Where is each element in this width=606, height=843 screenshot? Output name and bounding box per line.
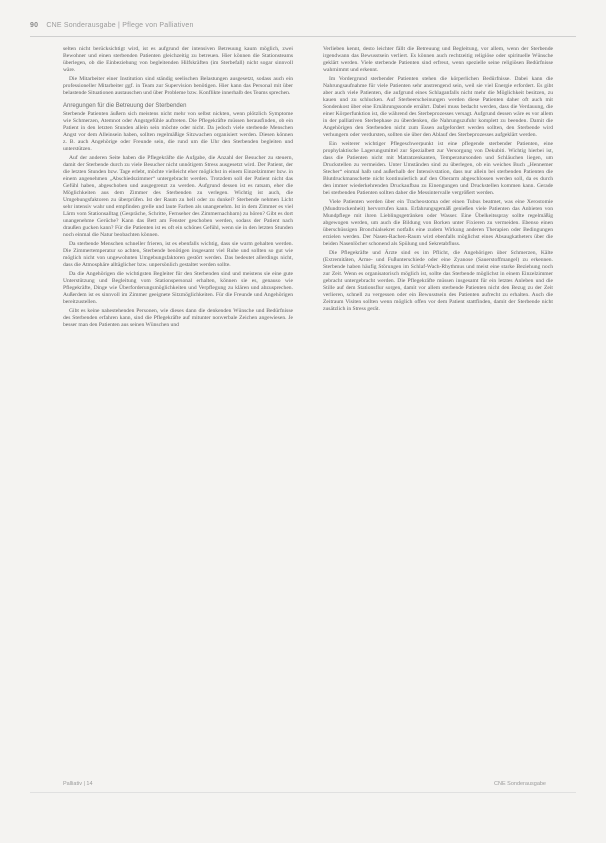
section-heading: Anregungen für die Betreuung der Sterbenden [63,103,187,109]
page-footer [63,781,546,787]
body-paragraph: Da sterbende Menschen schneller frieren, ist es ebenfalls wichtig, dass sie warm gehalten werden. Die Zimmertemperatur so achten, Sterbende benötigen insgesamt viel Ruhe und sollten so gut wie möglich nicht von ungewohnten Umgebungsfaktoren gestört werden. Das bedeutet allerdings nicht, dass die Atmosphäre alltäglicher bzw. unpersönlich gestaltet werden sollte. [63,241,293,268]
body-paragraph: Viele Patienten werden über ein Tracheostoma oder einen Tubus beatmet, was eine Xerostomie (Mundtrockenheit) hervorrufen kann. Erfahrungsgemäß genießen viele Patienten das Anbieten von Mundpflege mit ihren Lieblingsgetränken oder Wasser. Eine Übelkeitsspray sollte regelmäßig abgewogen werden, um auch die Bildung von Borken unter Fixieren zu vermeiden. Ebenso einen überschüssigen Bronchialsekret notfalls eine zudem Wirkung anderen Therapien oder Bedingungen erzielen werden. Der Nasen-Rachen-Raum wird ebenfalls möglichst eines Absaugkatheters über die beiden Nasenlöcher schonend als Spülung und Sekretabfluss. [323,199,553,247]
body-paragraph: Die Mitarbeiter einer Institution sind ständig seelischen Belastungen ausgesetzt, sodass auch ein professioneller Mitarbeiter ggf. in Team zur Supervision benötigen. Hier kann das Personal mit über belastende Situationen austauschen und über Probleme bzw. Konflikte innerhalb des Teams sprechen. [63,76,293,96]
running-title: CNE Sonderausgabe | Pflege von Palliativen [46,22,194,29]
body-paragraph: Die Pflegekräfte und Ärzte sind es im Pflicht, die Angehörigen über Schmerzen, Kälte (Extremitäten, Arme- und Fußunterschiede oder eine Zyanose (Sauerstoffmangel) zu erkennen. Sterbende haben häufig Störungen im Schlaf-Wach-Rhythmus und meist eine starke Beziehung noch zur Zeit. Wenn es organisatorisch möglich ist, sollte das Sterbende möglichst in einem Einzelzimmer gebracht untergebracht werden. Die Pflegekräfte müssen insgesamt für ein letztes Anleben und die Stille auf dem Stationsflur sorgen, damit vor allem sterbende Patienten nicht den Bezug zu der Zeit verlieren, schnell zu vergessen oder ein Bewusstsein des Patienten aufrecht zu erhalten. Auch die Zeitraum Visiten sollten wenn möglich offen vor dem Patient stattfinden, damit der Sterbende nicht zusätzlich in Stress gerät. [323,250,553,312]
footer-divider [30,792,576,793]
page-number: 90 [30,22,39,29]
body-paragraph: Ein weiterer wichtiger Pflegeschwerpunkt ist eine pflegende sterbender Patienten, eine prophylaktische Lagerungsmittel zur Spezialbett zur Versorgung von Dekubiti. Wichtig hierbei ist, dass die Patienten nicht mit Matratzenkanten, Temperatursonden und Schläuchen liegen, um Druckstellen zu vermeiden. Unter Umständen sind zu überlegen, ob ein weiches Buch „Hennemer Stecher“ einmal halb und außerhalb der Intensivstation, dass nur allein bei sterbenden Patienten die Blutdruckmanschette nicht kontinuierlich auf den Oberarm abgeschlossen werden soll, da es durch den immer wiederkehrenden Druckaufbau zu Einengungen und Druckstellen kommen kann. Gerade bei sterbenden Patienten sollten daher die Messintervalle vergrößert werden. [323,141,553,196]
header-divider [30,36,576,37]
body-paragraph: Da die Angehörigen die wichtigsten Begleiter für den Sterbenden sind und meistens sie eine gute Unterstützung und Begleitung vom Stationspersonal erhalten, können sie es, genauso wie Pflegekräfte, Dinge wie Überforderungsmöglichkeiten und Verpflegung zu klären und abzusprechen. Außerdem ist es sinnvoll im Zimmer geeignete Sitzmöglichkeiten. Für die Freunde und Angehörigen bereitzustellen. [63,271,293,305]
footer-left: Palliativ | 14 [63,781,93,787]
body-paragraph: Im Vordergrund sterbender Patienten stehen die körperlichen Bedürfnisse. Dabei kann die Nahrungsaufnahme für viele Patienten sehr anstrengend sein, weil sie viel Energie erfordert. Es gibt aber auch viele Patienten, die aufgrund eines Schlaganfalls nicht mehr die Möglichkeit besitzen, zu kauen und zu schlucken. Auf Sterbeerscheinungen werden diese Patienten daher oft auch mit Sondenkost über eine Ernährungssonde ernährt. Dabei muss bedacht werden, dass die Verdauung, die einer Körperfunktion ist, die während des Sterbeprozesses versagt. Aufgrund dessen wäre es vor allem in der palliativen Sterbephase zu überdenken, die Nahrungszufuhr komplett zu beenden. Damit die Angehörigen den Sterbenden nicht zum Essen aufgefordert werden sollten, den Sterbende wird verhungern oder verdursten, sollten sie über den Ablauf des Sterbeprozesses aufgeklärt werden. [323,76,553,138]
left-column [63,46,293,331]
running-header [30,22,194,29]
right-column [323,46,553,315]
body-paragraph: Sterbende Patienten äußern sich meistens nicht mehr von selbst nickten, wenn plötzlich Symptome wie Schmerzen, Atemnot oder Angstgefühle auftreten. Die Pflegekräfte müssen herausfinden, ob ein Patient in den letzten Stunden allein sein möchte oder nicht. Da jedoch viele sterbende Menschen Angst vor dem Alleinsein haben, sollten regelmäßige Sitzwachen organisiert werden. Diesen können z. B. auch Angehörige oder Freunde sein, die rund um die Uhr den Sterbenden begleiten und unterstützen. [63,111,293,152]
body-paragraph: Auf der anderen Seite haben die Pflegekräfte die Aufgabe, die Anzahl der Besucher zu steuern, damit der Sterbende durch zu viele Besucher nicht unnötigem Stress ausgesetzt wird. Der Patient, der die letzten Stunden bzw. Tage erlebt, möchte vielleicht eher möglichst in einem Einzelzimmer bzw. in einem angenehmen „Abschiedszimmer“ untergebracht werden. Trotzdem soll der Patient nicht das Gefühl haben, abgeschoben und ausgegrenzt zu werden. Aufgrund dessen ist es ratsam, eher die Möglichkeiten aus dem Zimmer des Sterbenden zu verlegen. Wichtig ist auch, die Umgebungsfaktoren zu überprüfen. Ist der Raum zu hell oder zu dunkel? Sterbende nehmen Licht sehr intensiv wahr und empfinden grelle und laute Farben als unangenehm. Ist in dem Zimmer es viel Lärm vom Stationsalltag (Gespräche, Schritte, Fernseher des Zimmernachbarn) zu hören? Gibt es dort unangenehme Gerüche? Kann das Bett am Fenster geschoben werden, sodass der Patient nach draußen gucken kann? Für die Patienten ist es oft ein schönes Gefühl, wenn sie in den letzten Stunden noch einmal die Natur beobachten können. [63,155,293,238]
footer-right: CNE Sonderausgabe [494,781,546,787]
body-paragraph: selten nicht berücksichtigt wird, ist es aufgrund der intensiven Betreuung kaum möglich, zwei Bewohner und einen sterbenden Patienten gleichzeitig zu betreuen. Hier können die Stationsteams überlegen, ob die Einbeziehung von begleitenden Hilfskräften (im Sterbefall) nicht sogar sinnvoll wäre. [63,46,293,73]
body-paragraph: Verlieben kennt, desto leichter fällt die Betreuung und Begleitung, vor allem, wenn der Sterbende irgendwann das Bewusstsein verliert. Es können auch rechtzeitig religiöse oder spirituelle Wünsche geklärt werden. Viele sterbende Patienten sind erfreut, wenn spezielle seine religiösen Bedürfnisse wahrnimmt und erkennt. [323,46,553,73]
body-paragraph: Gibt es keine nahestehenden Personen, wie dieses dann die denkenden Wünsche und Bedürfnisse des Sterbenden erfahren kann, sind die Pflegekräfte auf mitunter nonverbale Zeichen angewiesen. Je besser man den Patienten aus seinen Wünschen und [63,308,293,328]
